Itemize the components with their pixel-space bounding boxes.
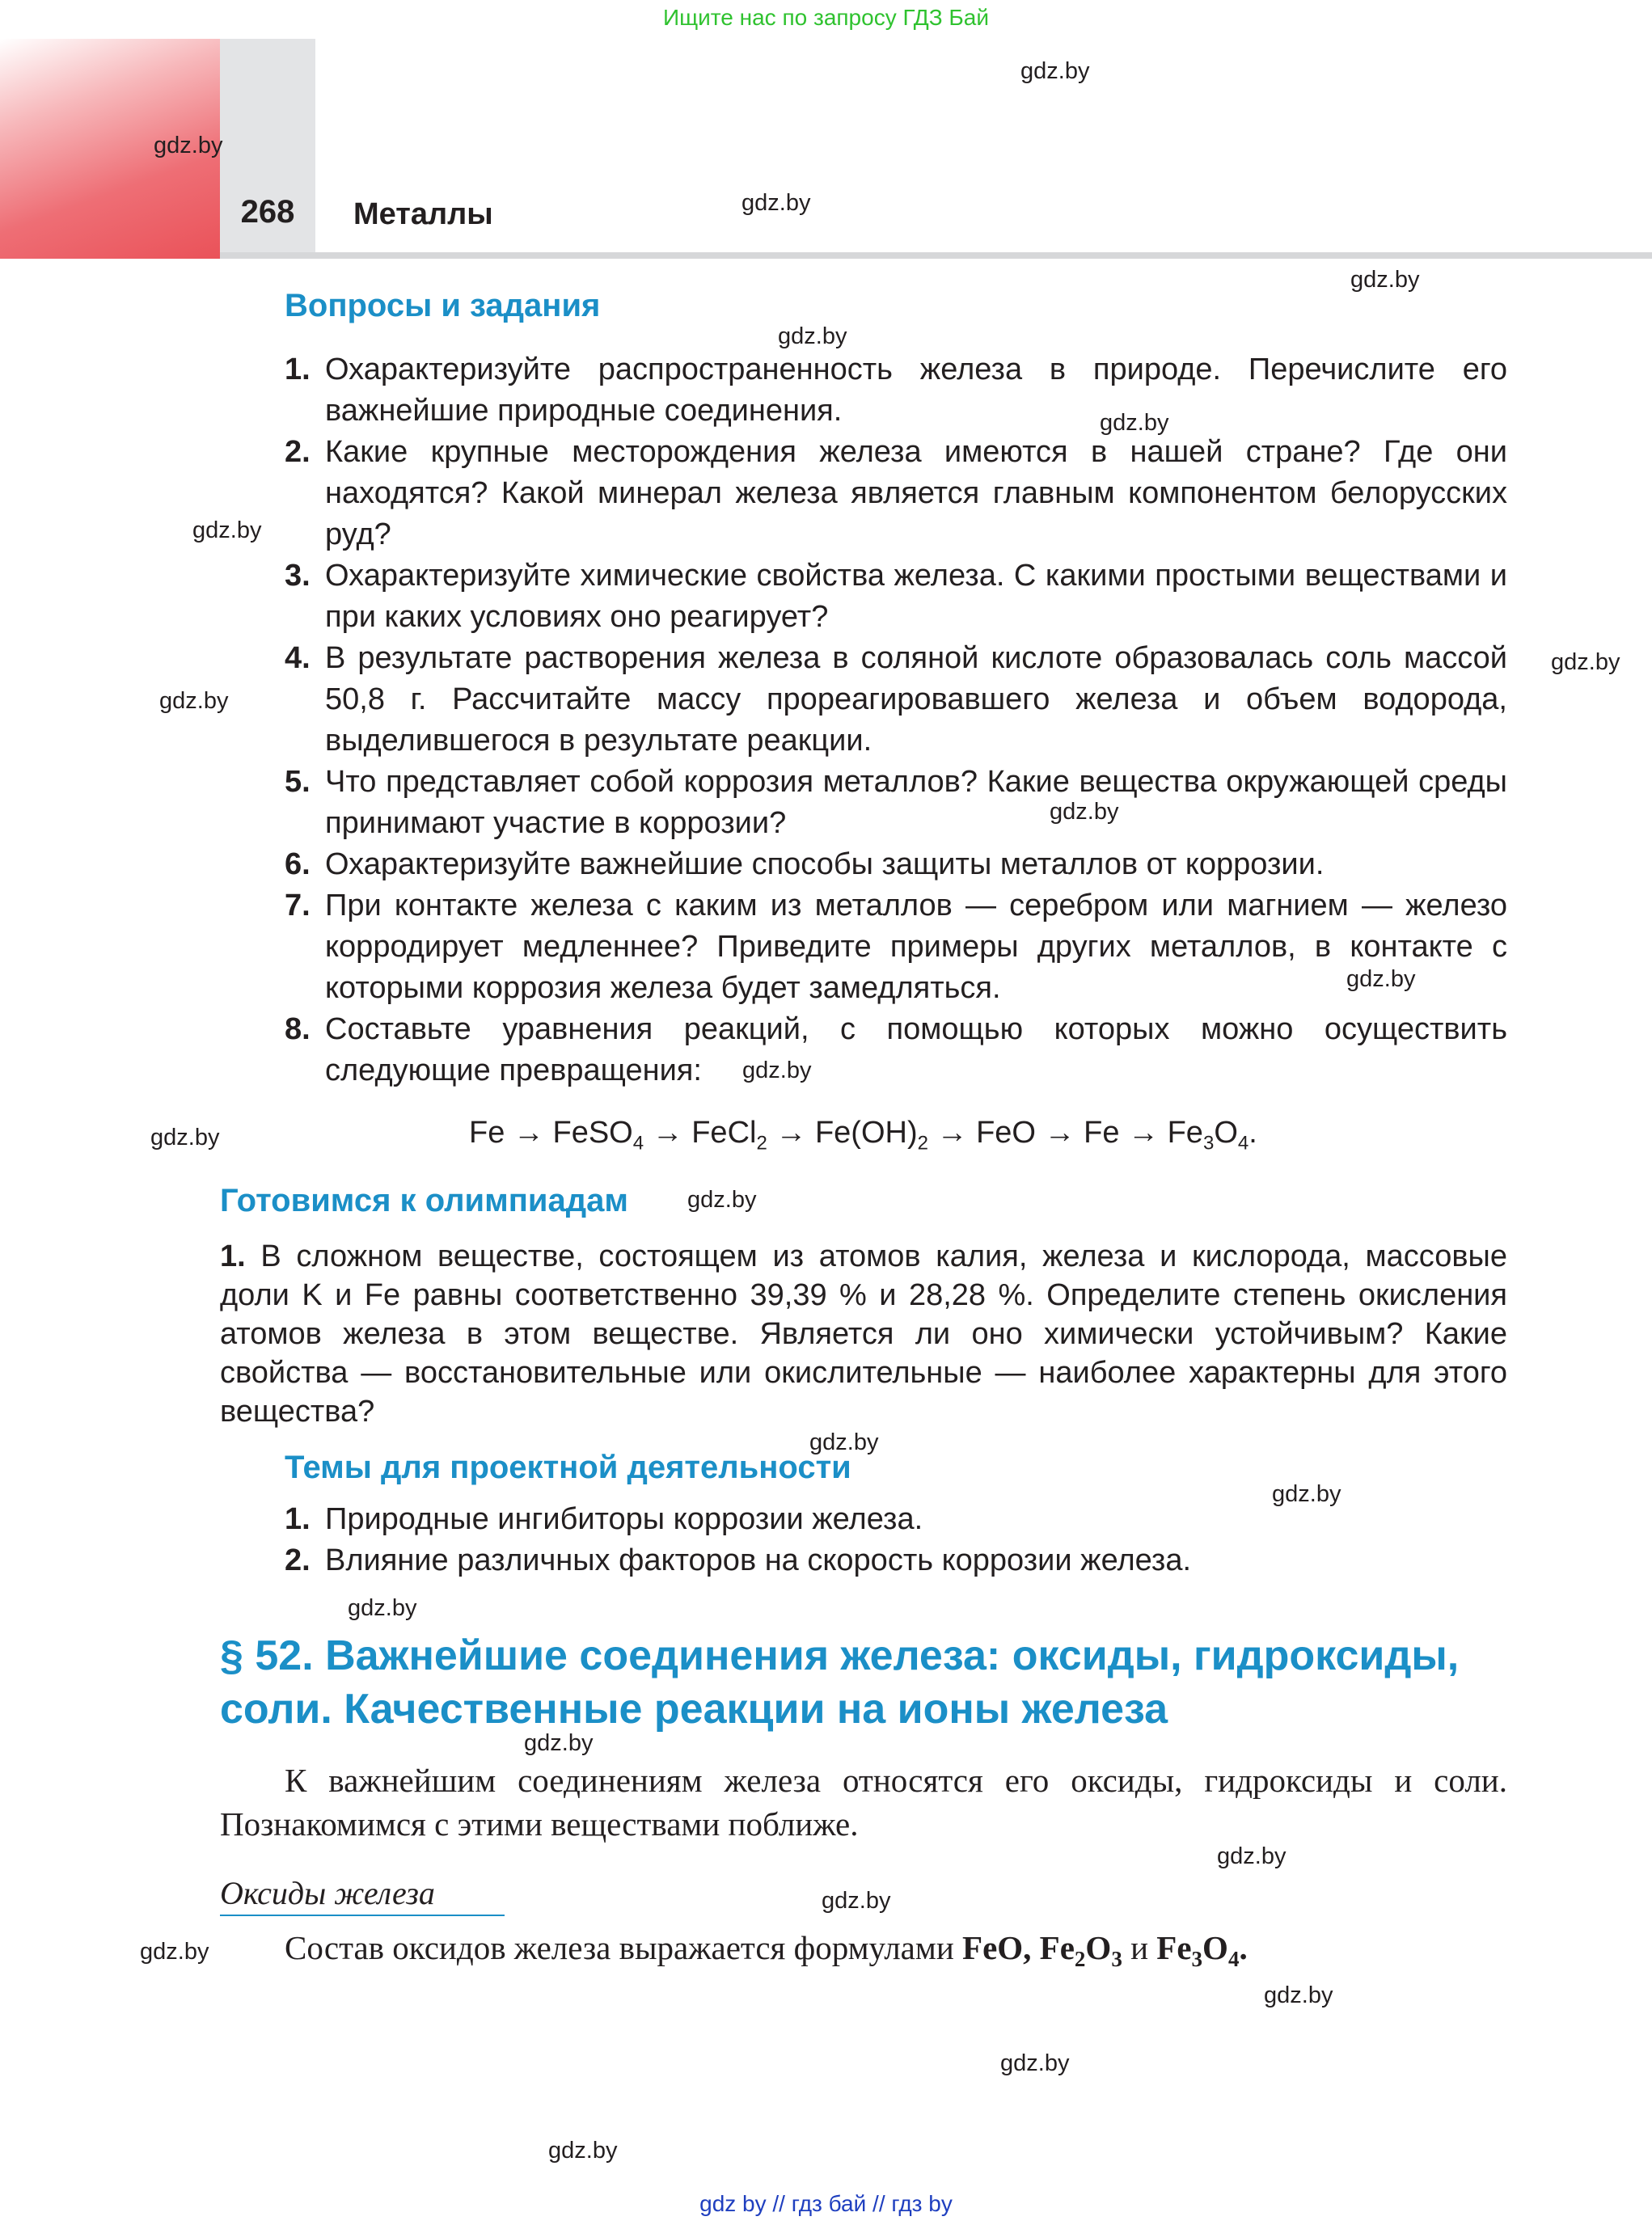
task-text: В сложном веществе, состоящем из атомов калия, железа и кислорода, массовые доли K и Fe равны соответственно 39,39 % и 28,28 %. Определите степень окисления атомов железа в этом веществе. Является ли оно химически устойчивым? Какие свойства — восстановительные или окислительные — наиболее характерны для этого вещества?: [220, 1239, 1507, 1429]
list-item: [0, 349, 1652, 432]
formula-part: FeO: [976, 1116, 1036, 1150]
watermark: gdz.by: [1264, 1982, 1333, 2008]
question-number: 2.: [285, 435, 311, 469]
subscript: 2: [917, 1132, 928, 1155]
watermark: gdz.by: [150, 1125, 220, 1150]
watermark: gdz.by: [1551, 649, 1620, 675]
project-number: 2.: [285, 1543, 311, 1577]
question-list: [0, 349, 1652, 1091]
watermark: gdz.by: [1050, 799, 1119, 825]
intro-text: К важнейшим соединениям железа относятся его оксиды, гидроксиды и соли. Познакомимся с этими веществами поближе.: [220, 1762, 1507, 1843]
list-item: [0, 1499, 1652, 1540]
arrow: →: [652, 1116, 683, 1150]
formula-part: Fe: [469, 1116, 505, 1150]
olympiad-heading: Готовимся к олимпиадам: [220, 1183, 628, 1218]
watermark: gdz.by: [1020, 58, 1090, 84]
watermark: gdz.by: [1000, 2050, 1070, 2076]
list-item: [0, 1540, 1652, 1581]
arrow: →: [1044, 1116, 1075, 1150]
watermark: gdz.by: [822, 1888, 891, 1914]
watermark: gdz.by: [809, 1429, 879, 1455]
separator: ,: [1023, 1929, 1040, 1966]
arrow: →: [1128, 1116, 1160, 1150]
list-item: [0, 555, 1652, 638]
project-text: Природные ингибиторы коррозии железа.: [325, 1502, 923, 1536]
question-number: 8.: [285, 1012, 311, 1046]
formula-fe2o3: $Fe_2O_3$: [1039, 1929, 1122, 1972]
top-banner[interactable]: Ищите нас по запросу ГДЗ Бай: [662, 5, 990, 30]
formula-part: FeSO: [552, 1116, 633, 1150]
formula-part: FeCl: [691, 1116, 757, 1150]
list-item: [0, 1009, 1652, 1091]
subscript: 4: [632, 1132, 644, 1155]
question-text: Составьте уравнения реакций, с помощью которых можно осуществить следующие превращения:: [325, 1012, 1507, 1087]
question-text: В результате растворения железа в соляной кислоте образовалась соль массой 50,8 г. Рассчитайте массу прореагировавшего железа и объем водорода, выделившегося в результате реакции.: [325, 641, 1507, 758]
watermark: gdz.by: [1100, 410, 1169, 436]
watermark: gdz.by: [1350, 267, 1420, 293]
watermark: gdz.by: [1346, 966, 1416, 992]
composition-line: [285, 1928, 1248, 1972]
watermark: gdz.by: [741, 190, 811, 216]
composition-text: Состав оксидов железа выражается формулами: [285, 1929, 963, 1966]
subheading-underline: [220, 1915, 505, 1916]
formula-fe3o4: $Fe_3O_4$.: [1156, 1929, 1248, 1972]
olympiad-task: [220, 1237, 1507, 1431]
subscript: 4: [1237, 1132, 1249, 1155]
watermark: gdz.by: [154, 133, 223, 158]
formula-feo: FeO: [962, 1929, 1024, 1966]
formula-part: O: [1214, 1116, 1238, 1150]
watermark: gdz.by: [348, 1595, 417, 1621]
question-text: Охарактеризуйте важнейшие способы защиты металлов от коррозии.: [325, 847, 1325, 881]
list-item: [0, 762, 1652, 844]
question-number: 6.: [285, 847, 311, 881]
question-text: Что представляет собой коррозия металлов? Какие вещества окружающей среды принимают участие в коррозии?: [325, 765, 1507, 840]
watermark: gdz.by: [687, 1187, 757, 1213]
conjunction: и: [1122, 1929, 1157, 1966]
page-number: 268: [240, 194, 295, 230]
question-text: Охарактеризуйте распространенность железа в природе. Перечислите его важнейшие природные соединения.: [325, 353, 1507, 428]
question-text: При контакте железа с каким из металлов — серебром или магнием — железо корродирует медленнее? Приведите примеры других металлов, в контакте с которыми коррозия железа будет замедляться.: [325, 889, 1507, 1005]
watermark: gdz.by: [548, 2138, 618, 2164]
formula-part: .: [1249, 1116, 1257, 1150]
formula-part: Fe(OH): [814, 1116, 918, 1150]
header-rule: [220, 252, 1652, 259]
list-item: [0, 638, 1652, 762]
watermark: gdz.by: [742, 1058, 812, 1083]
watermark: gdz.by: [778, 323, 847, 349]
paragraph-title: § 52. Важнейшие соединения железа: оксиды, гидроксиды, соли. Качественные реакции на ионы железа: [220, 1632, 1460, 1733]
task-number: 1.: [220, 1239, 246, 1273]
formula-part: Fe: [1167, 1116, 1203, 1150]
subscript: 3: [1202, 1132, 1215, 1155]
chapter-title: Металлы: [353, 197, 493, 231]
question-number: 1.: [285, 353, 311, 386]
subheading: Оксиды железа: [220, 1875, 435, 1911]
watermark: gdz.by: [524, 1730, 594, 1756]
list-item: [0, 885, 1652, 1009]
watermark: gdz.by: [159, 688, 229, 714]
projects-list: [0, 1499, 1652, 1581]
footer-links[interactable]: gdz by // гдз бай // гдз by: [699, 2191, 953, 2216]
list-item: [0, 844, 1652, 885]
question-number: 7.: [285, 889, 311, 923]
question-text: Охарактеризуйте химические свойства железа. С какими простыми веществами и при каких условиях оно реагирует?: [325, 559, 1507, 634]
watermark: gdz.by: [1217, 1843, 1287, 1869]
arrow: →: [936, 1116, 968, 1150]
question-number: 3.: [285, 559, 311, 593]
watermark: gdz.by: [192, 517, 262, 543]
subscript: 2: [756, 1132, 767, 1155]
watermark: gdz.by: [140, 1939, 209, 1965]
watermark: gdz.by: [1272, 1481, 1341, 1507]
project-text: Влияние различных факторов на скорость коррозии железа.: [325, 1543, 1192, 1577]
transformation-chain: [469, 1116, 1257, 1155]
questions-heading: Вопросы и задания: [285, 288, 601, 323]
formula-part: Fe: [1084, 1116, 1120, 1150]
arrow: →: [513, 1116, 544, 1150]
question-number: 5.: [285, 765, 311, 799]
question-text: Какие крупные месторождения железа имеются в нашей стране? Где они находятся? Какой минерал железа является главным компонентом белорусских руд?: [325, 435, 1507, 551]
arrow: →: [775, 1116, 807, 1150]
question-number: 4.: [285, 641, 311, 675]
list-item: [0, 432, 1652, 555]
projects-heading: Темы для проектной деятельности: [285, 1450, 851, 1485]
project-number: 1.: [285, 1502, 311, 1536]
